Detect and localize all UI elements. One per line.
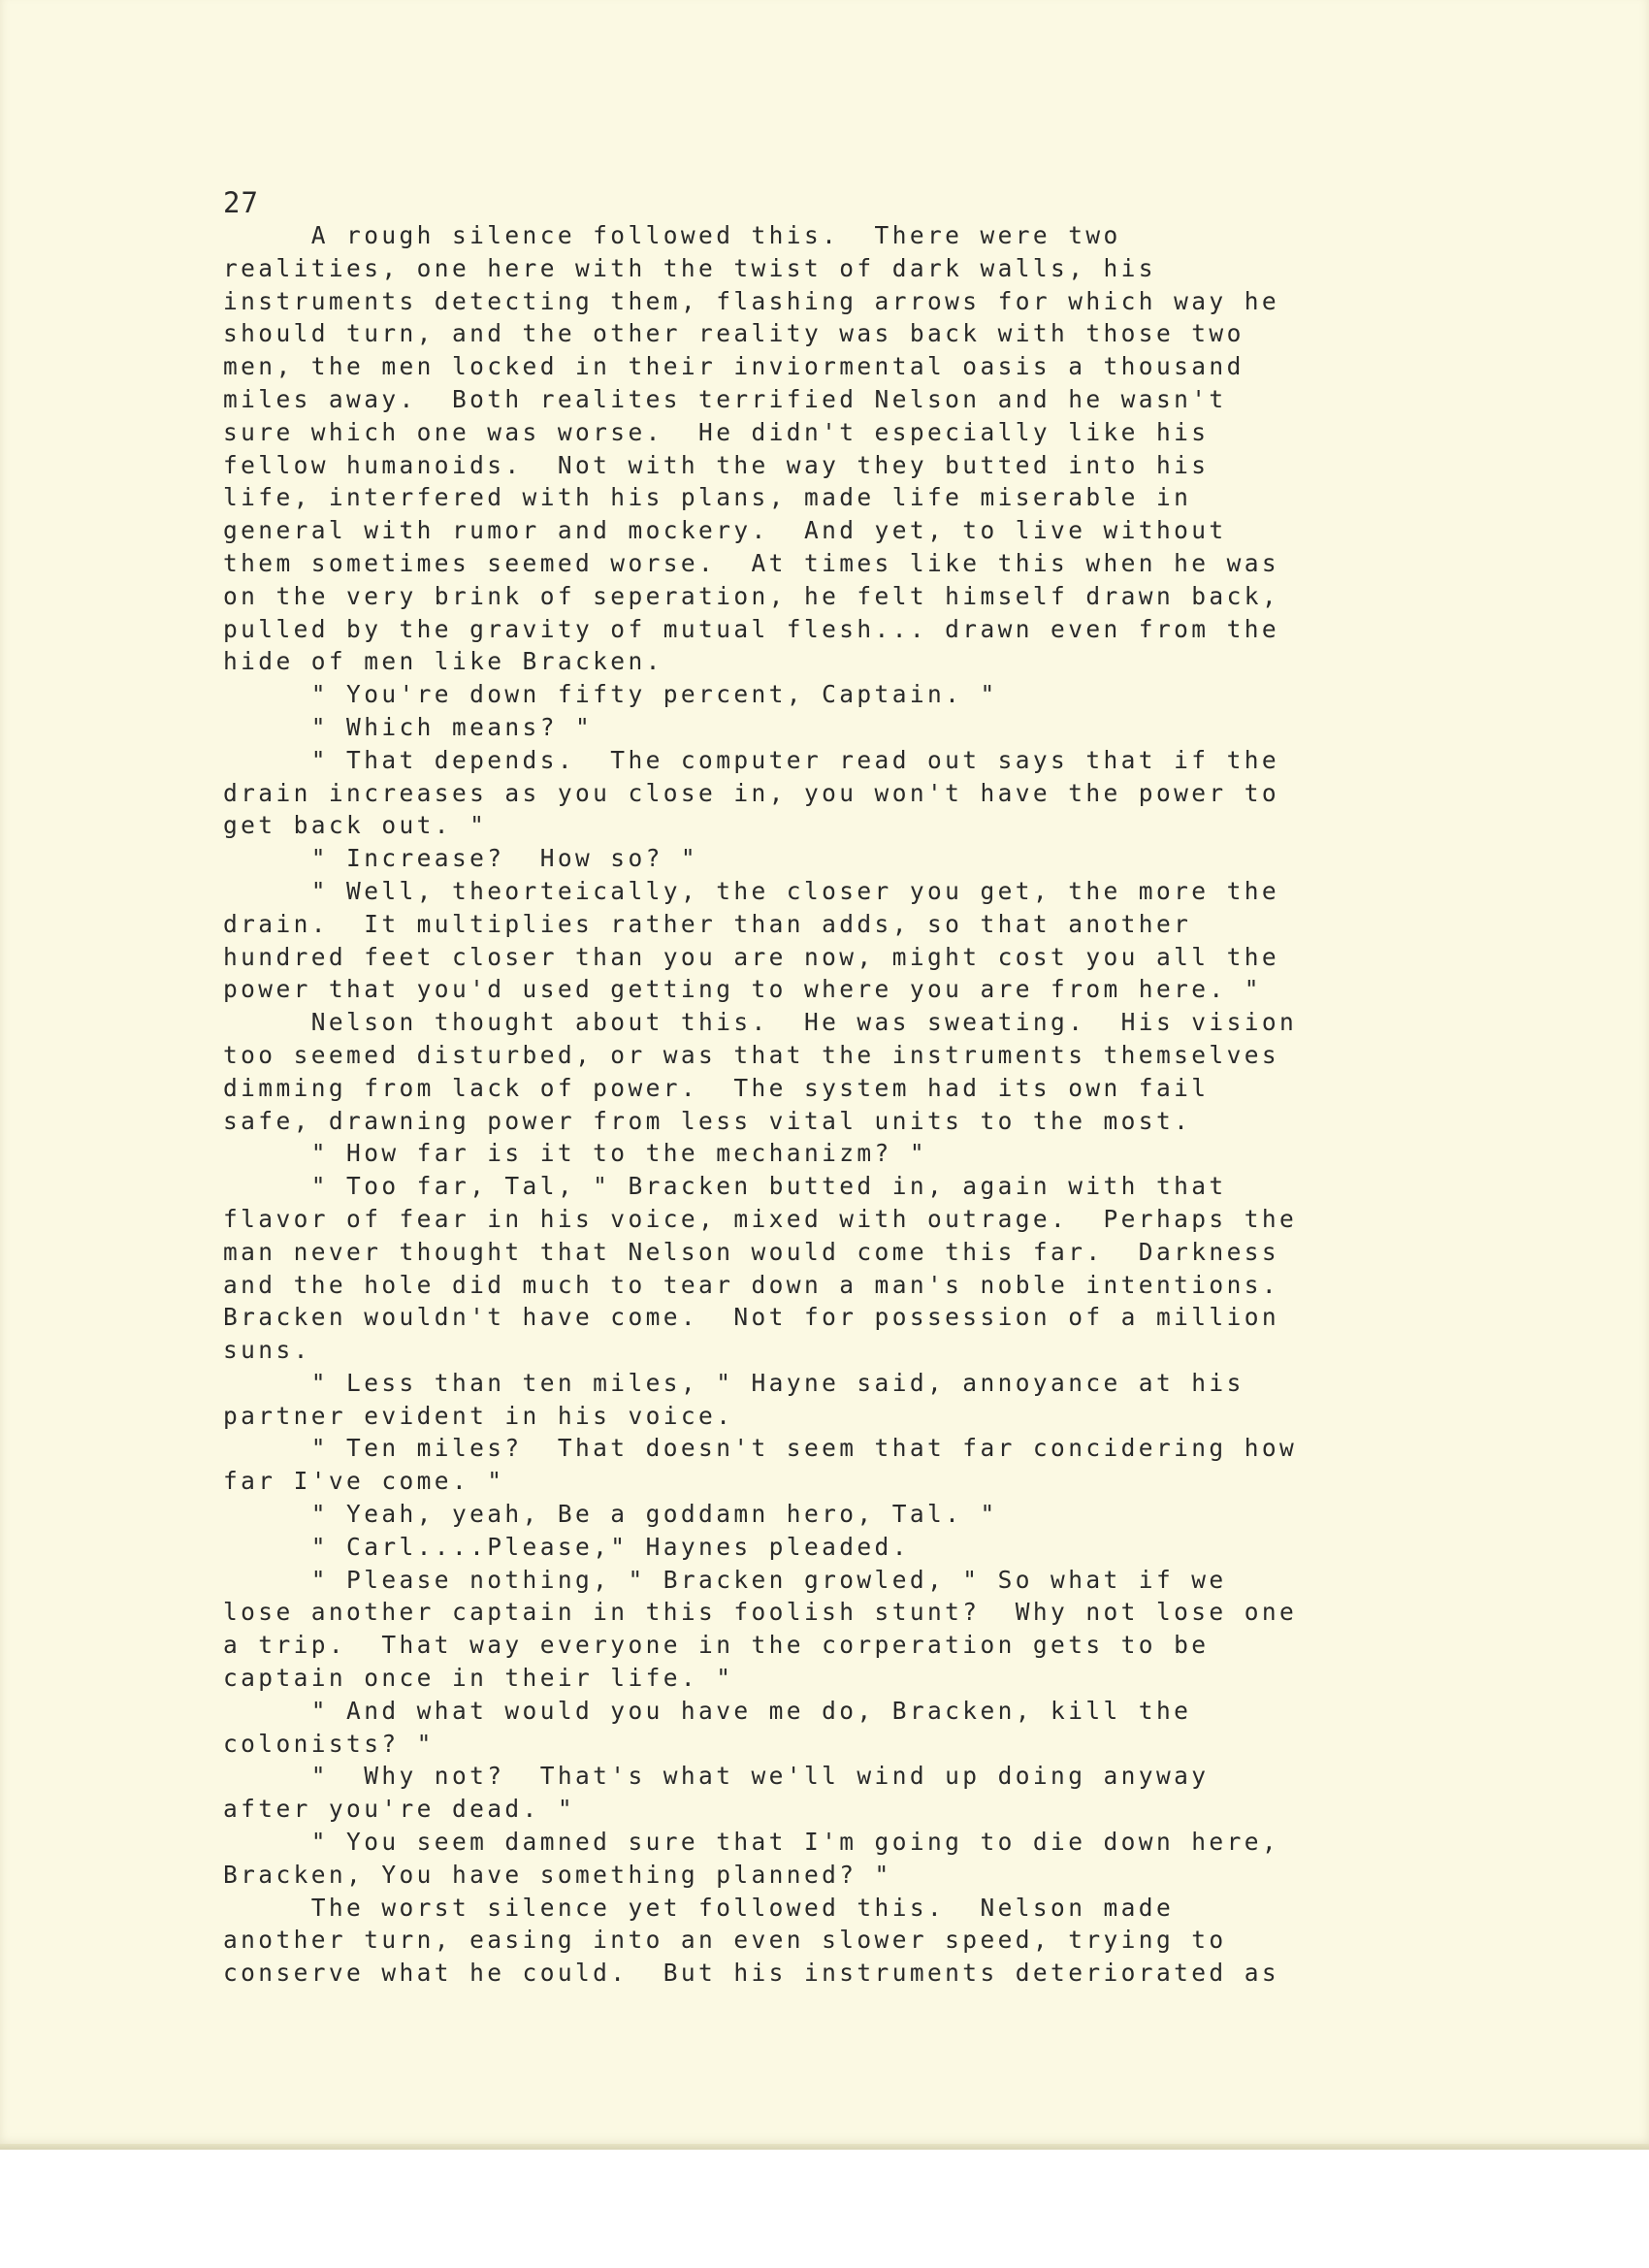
text-line: life, interfered with his plans, made life miserable in [223,483,1192,512]
text-line: conserve what he could. But his instruments deteriorated as [223,1959,1280,1988]
text-line: hide of men like Bracken. [223,647,663,676]
text-line: a trip. That way everyone in the corperation gets to be [223,1631,1210,1660]
text-line: another turn, easing into an even slower speed, trying to [223,1926,1227,1955]
text-line: " Yeah, yeah, Be a goddamn hero, Tal. " [223,1500,998,1529]
text-line: " Increase? How so? " [223,844,699,873]
manuscript-body [223,219,1445,1990]
text-line: miles away. Both realites terrified Nelson and he wasn't [223,384,1227,413]
text-line: hundred feet closer than you are now, might cost you all the [223,942,1280,971]
text-line: man never thought that Nelson would come this far. Darkness [223,1237,1280,1266]
text-line: sure which one was worse. He didn't especially like his [223,417,1210,446]
text-line: suns. [223,1336,311,1365]
text-line: " And what would you have me do, Bracken, kill the [223,1696,1192,1725]
text-line: after you're dead. " [223,1795,576,1824]
text-line: safe, drawning power from less vital units to the most. [223,1106,1192,1135]
text-line: " Why not? That's what we'll wind up doing anyway [223,1762,1210,1791]
text-line: flavor of fear in his voice, mixed with outrage. Perhaps the [223,1204,1298,1233]
text-line: " Which means? " [223,712,594,741]
text-line: A rough silence followed this. There were two [223,221,1121,249]
text-line: too seemed disturbed, or was that the instruments themselves [223,1040,1280,1069]
text-line: power that you'd used getting to where you are from here. " [223,975,1262,1004]
text-line: fellow humanoids. Not with the way they butted into his [223,450,1210,479]
text-line: " You seem damned sure that I'm going to die down here, [223,1828,1280,1857]
text-line: " That depends. The computer read out says that if the [223,745,1280,774]
text-line: realities, one here with the twist of dark walls, his [223,253,1156,282]
text-line: " Less than ten miles, " Hayne said, annoyance at his [223,1368,1245,1397]
text-line: " How far is it to the mechanizm? " [223,1139,928,1168]
text-line: lose another captain in this foolish stunt? Why not lose one [223,1598,1298,1627]
page-number: 27 [223,186,259,219]
text-line: captain once in their life. " [223,1664,734,1693]
text-line: get back out. " [223,811,488,840]
text-line: " Please nothing, " Bracken growled, " So what if we [223,1565,1227,1594]
text-line: " Well, theorteically, the closer you get, the more the [223,876,1280,905]
text-line: " You're down fifty percent, Captain. " [223,680,998,709]
text-line: " Ten miles? That doesn't seem that far concidering how [223,1434,1298,1463]
text-line: " Carl....Please," Haynes pleaded. [223,1532,910,1561]
text-line: general with rumor and mockery. And yet, to live without [223,516,1227,545]
text-line: far I've come. " [223,1467,505,1496]
text-line: instruments detecting them, flashing arrows for which way he [223,286,1280,315]
text-line: colonists? " [223,1729,435,1758]
text-line: on the very brink of seperation, he felt himself drawn back, [223,581,1280,610]
text-line: drain increases as you close in, you won't have the power to [223,778,1280,807]
text-line: The worst silence yet followed this. Nelson made [223,1893,1175,1922]
text-line: Bracken, You have something planned? " [223,1860,892,1889]
text-line: dimming from lack of power. The system had its own fail [223,1073,1210,1102]
text-line: and the hole did much to tear down a man's noble intentions. [223,1270,1280,1299]
paper-edge [0,2144,1649,2150]
text-line: men, the men locked in their inviormental oasis a thousand [223,352,1245,381]
text-line: drain. It multiplies rather than adds, so that another [223,909,1192,938]
text-line: them sometimes seemed worse. At times like this when he was [223,548,1280,577]
text-line: " Too far, Tal, " Bracken butted in, again with that [223,1172,1227,1201]
text-line: partner evident in his voice. [223,1401,734,1430]
text-line: Bracken wouldn't have come. Not for possession of a million [223,1303,1280,1332]
text-line: should turn, and the other reality was back with those two [223,319,1245,348]
text-line: Nelson thought about this. He was sweating. His vision [223,1008,1298,1037]
text-line: pulled by the gravity of mutual flesh... drawn even from the [223,614,1280,643]
